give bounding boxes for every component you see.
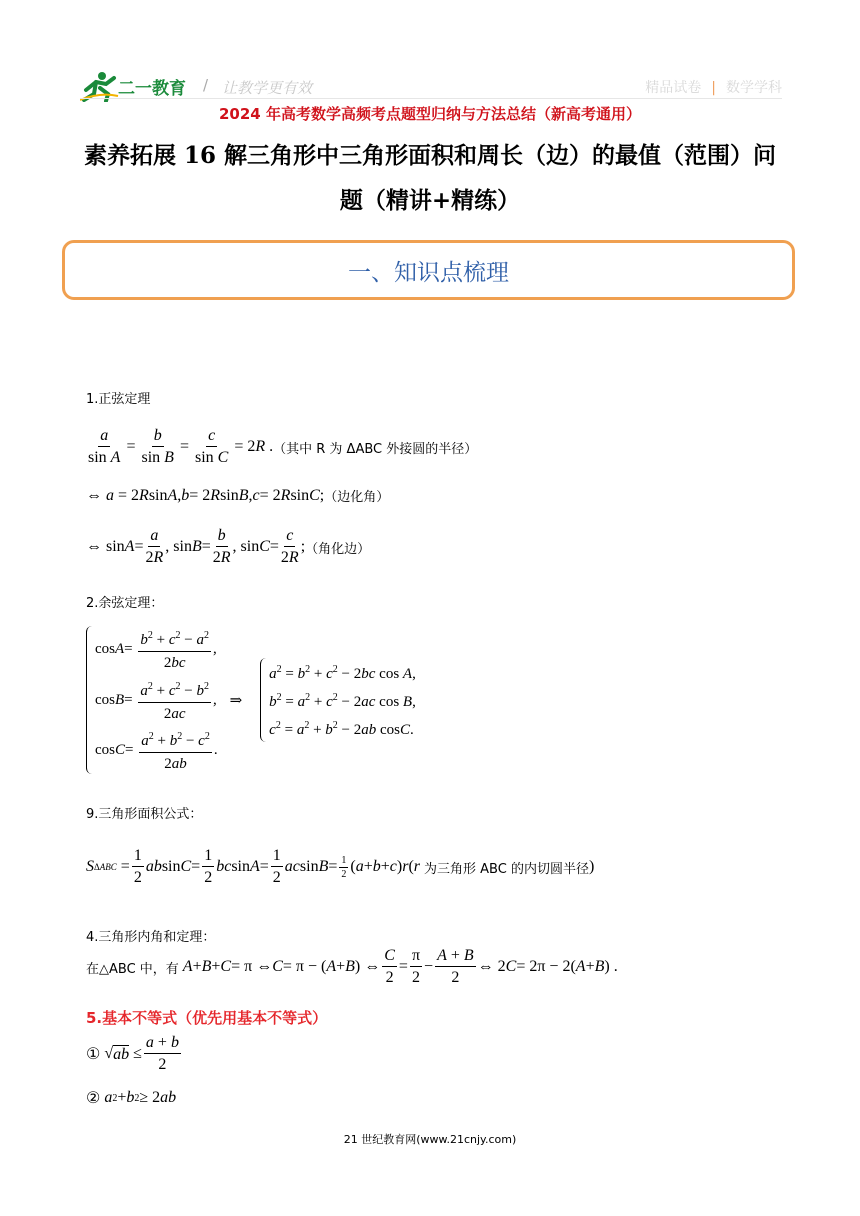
document-subtitle: 2024 年高考数学高频考点题型归纳与方法总结（新高考通用） <box>219 105 641 123</box>
brand-name: 二一教育 <box>118 79 186 99</box>
area-note: 为三角形 ABC 的内切圆半径 <box>424 861 589 877</box>
brand-slogan: 让教学更有效 <box>222 79 313 97</box>
area-formula: S ΔABC = $\frac{1}{2}$ ab sin C = $\frac{1}{2}$ bc sin A = $\frac{1}{2}$ ac sin B = $\frac{1}{2}$ ( a + b + c ) r ( r 为三角形 ABC 的内切圆半径 ) <box>86 847 595 886</box>
document-title: 素养拓展 16 解三角形中三角形面积和周长（边）的最值（范围）问题（精讲+精练） <box>83 142 777 214</box>
header-slash: / <box>203 76 209 94</box>
cosine-law-heading: 2.余弦定理： <box>86 596 164 611</box>
inequality-2: ② a 2 + b 2 ≥ 2 ab <box>86 1089 177 1107</box>
sine-law-note: （其中 R 为 ΔABC 外接圆的半径） <box>273 441 478 457</box>
section-header-box <box>62 240 795 300</box>
sine-law-formula: $\frac{a}{\text{sin A}}$ = $\frac{b}{\text{sin B}}$ = $\frac{c}{\text{sin C}}$ = 2R . （其中 R 为 ΔABC 外接圆的半径） <box>88 427 478 466</box>
angle-sum-lead: 在△ABC 中，有 <box>86 961 179 977</box>
tag-left: 精品试卷 <box>645 80 702 96</box>
area-heading: 9.三角形面积公式： <box>86 807 203 822</box>
page-footer: 21 世纪教育网(www.21cnjy.com) <box>343 1133 517 1146</box>
angle-sum-heading: 4.三角形内角和定理： <box>86 930 216 945</box>
angle-to-edge-formula: ⇔ sin A = $\frac{a}{2R}$ , sin B = $\frac{b}{2R}$ , sin C = $\frac{c}{2R}$ ; （角化边） <box>86 527 371 566</box>
header-tags <box>645 77 782 97</box>
tag-separator: | <box>711 80 716 96</box>
inequality-marker-1: ① <box>86 1046 101 1063</box>
angle-sum-formula: 在△ABC 中，有 A + B + C = π ⇔ C = π − ( A + B ) ⇔ $\frac{C}{2}$ = $\frac{\pi}{2}$ − $\frac{A + B}{2}$ ⇔ 2 C = 2π − 2( A + B ) . <box>86 947 618 986</box>
section-title: 一、知识点梳理 <box>348 259 509 286</box>
inequality-heading: 5.基本不等式（优先用基本不等式） <box>86 1009 328 1027</box>
sine-law-heading: 1.正弦定理 <box>86 392 151 407</box>
inequality-marker-2: ② <box>86 1090 101 1107</box>
tag-right: 数学学科 <box>726 80 782 96</box>
angle-to-edge-note: （角化边） <box>305 541 371 557</box>
inequality-1: ① √ ab ≤ $\frac{a + b}{2}$ <box>86 1034 179 1073</box>
cosine-law-formulas: cos A = $\frac{b^2 + c^2 - a^2}{2bc}$ , cos B = $\frac{a^2 + c^2 - b^2}{2ac}$ , cos C = $\frac{a^2 + b^2 - c^2}{2ab}$ . ⇒ $a^2 = b^2 + c^2 - 2bc$ cos A, $b^2 = a^2 + c^2 - 2ac$ cos B, $c^2 = a^2 + b^2 - 2ab$ cosC. <box>86 626 416 774</box>
edge-to-angle-formula: ⇔ a = 2 R sin A , b = 2 R sin B , c = 2 R sin C ; （边化角） <box>86 486 390 505</box>
header-divider <box>80 98 782 99</box>
edge-to-angle-note: （边化角） <box>324 490 390 505</box>
